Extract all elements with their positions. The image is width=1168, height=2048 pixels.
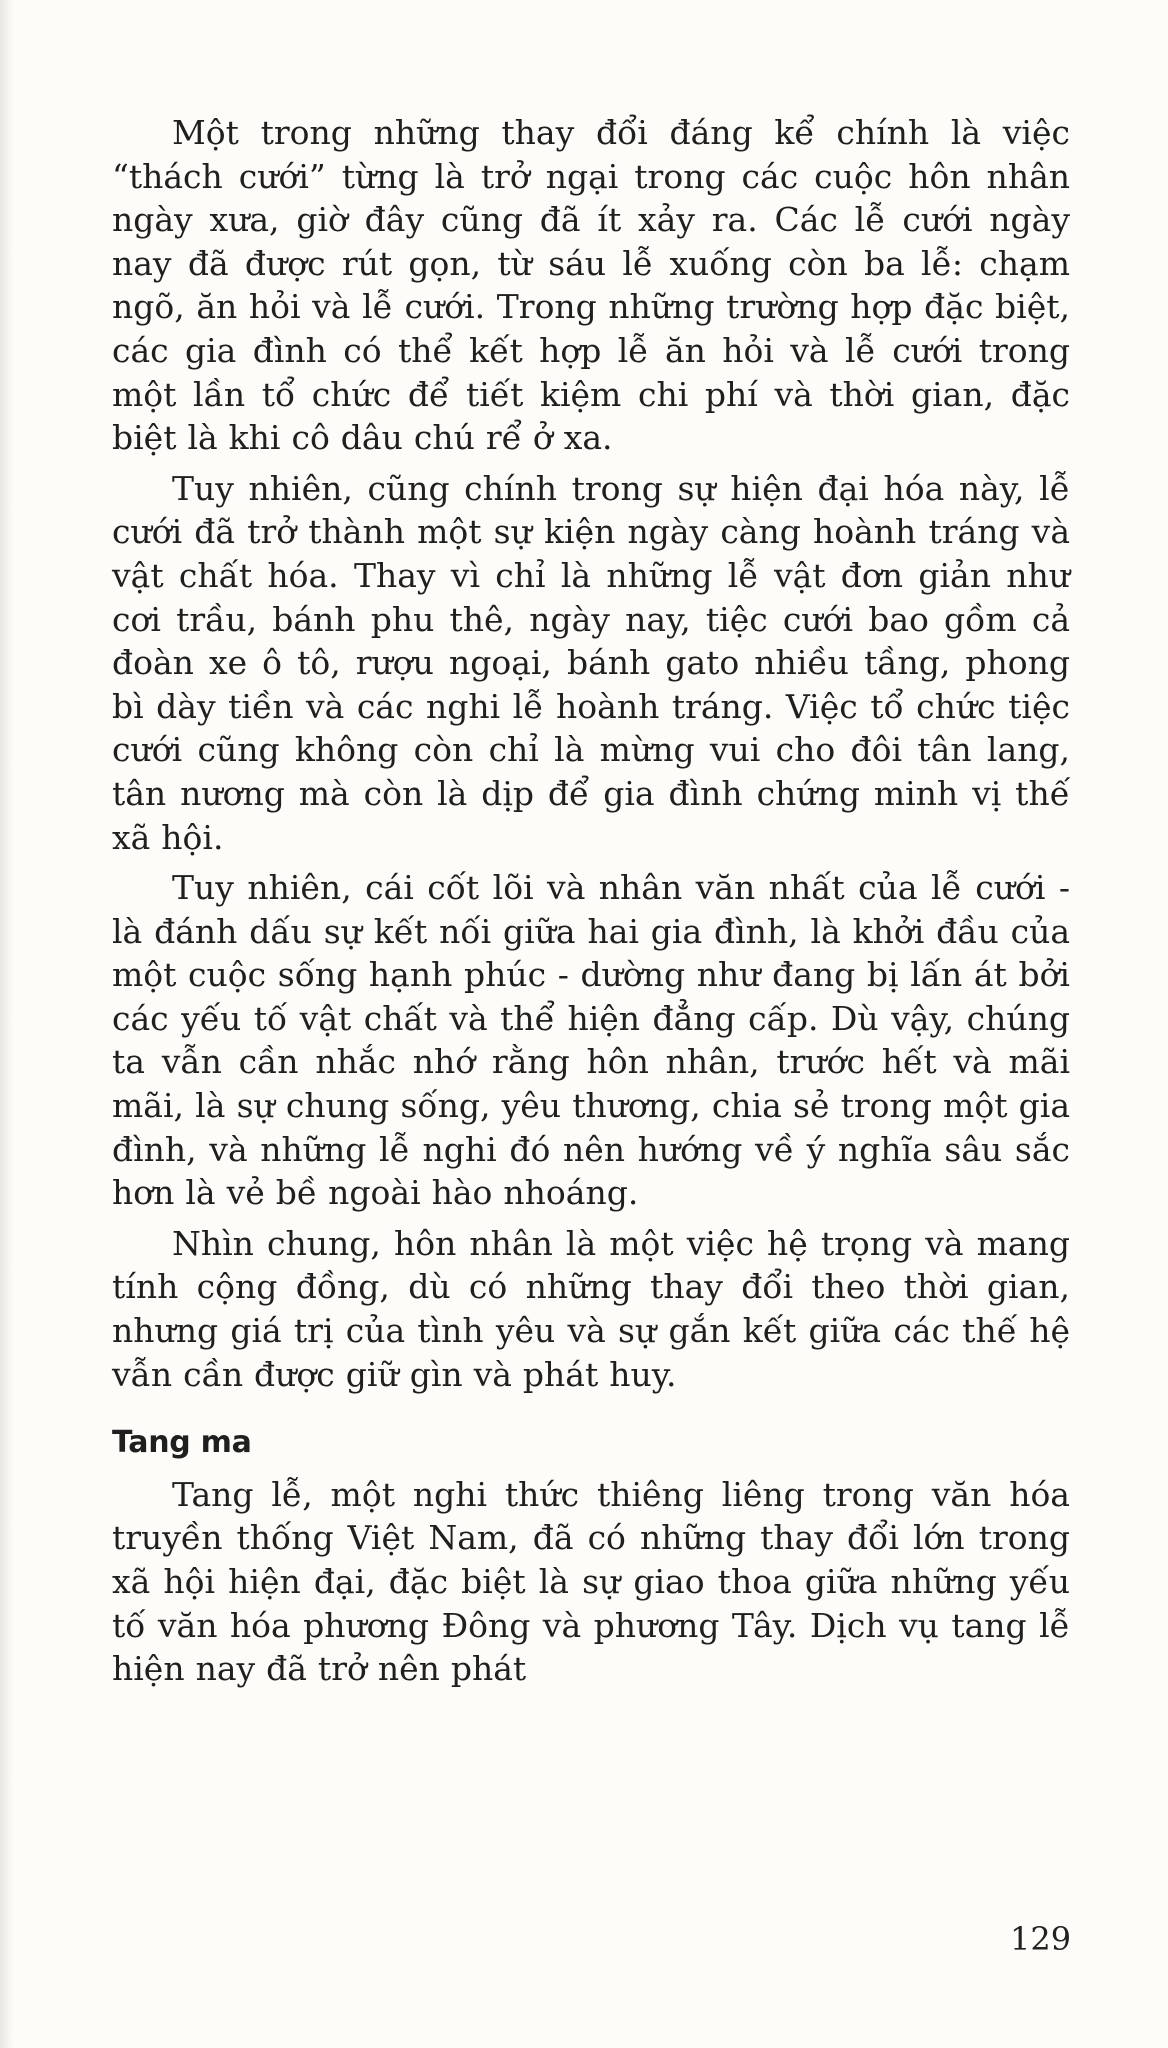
paragraph-wedding-materialism: Tuy nhiên, cũng chính trong sự hiện đại hóa này, lễ cưới đã trở thành một sự kiện ngày càng hoành tráng và vật chất hóa. Thay vì chỉ là những lễ vật đơn giản như cơi trầu, bánh phu thê, ngày nay, tiệc cưới bao gồm cả đoàn xe ô tô, rượu ngoại, bánh gato nhiều tầng, phong bì dày tiền và các nghi lễ hoành tráng. Việc tổ chức tiệc cưới cũng không còn chỉ là mừng vui cho đôi tân lang, tân nương mà còn là dịp để gia đình chứng minh vị thế xã hội. [112, 468, 1070, 857]
section-heading: Tang ma [112, 1425, 252, 1461]
paragraph-wedding-core-values: Tuy nhiên, cái cốt lõi và nhân văn nhất của lễ cưới - là đánh dấu sự kết nối giữa hai gia đình, là khởi đầu của một cuộc sống hạnh phúc - dường như đang bị lấn át bởi các yếu tố vật chất và thể hiện đẳng cấp. Dù vậy, chúng ta vẫn cần nhắc nhớ rằng hôn nhân, trước hết và mãi mãi, là sự chung sống, yêu thương, chia sẻ trong một gia đình, và những lễ nghi đó nên hướng về ý nghĩa sâu sắc hơn là vẻ bề ngoài hào nhoáng. [112, 868, 1070, 1213]
page-gutter-shadow [0, 0, 14, 2048]
page-body [112, 111, 1070, 1698]
paragraph-funeral-intro: Tang lễ, một nghi thức thiêng liêng trong văn hóa truyền thống Việt Nam, đã có những thay đổi lớn trong xã hội hiện đại, đặc biệt là sự giao thoa giữa những yếu tố văn hóa phương Đông và phương Tây. Dịch vụ tang lễ hiện nay đã trở nên phát [112, 1474, 1070, 1689]
paragraph-marriage-summary: Nhìn chung, hôn nhân là một việc hệ trọng và mang tính cộng đồng, dù có những thay đổi theo thời gian, nhưng giá trị của tình yêu và sự gắn kết giữa các thế hệ vẫn cần được giữ gìn và phát huy. [112, 1223, 1070, 1394]
page-number: 129 [1010, 1920, 1072, 1958]
paragraph-wedding-changes: Một trong những thay đổi đáng kể chính là việc “thách cưới” từng là trở ngại trong các cuộc hôn nhân ngày xưa, giờ đây cũng đã ít xảy ra. Các lễ cưới ngày nay đã được rút gọn, từ sáu lễ xuống còn ba lễ: chạm ngõ, ăn hỏi và lễ cưới. Trong những trường hợp đặc biệt, các gia đình có thể kết hợp lễ ăn hỏi và lễ cưới trong một lần tổ chức để tiết kiệm chi phí và thời gian, đặc biệt là khi cô dâu chú rể ở xa. [112, 113, 1070, 458]
